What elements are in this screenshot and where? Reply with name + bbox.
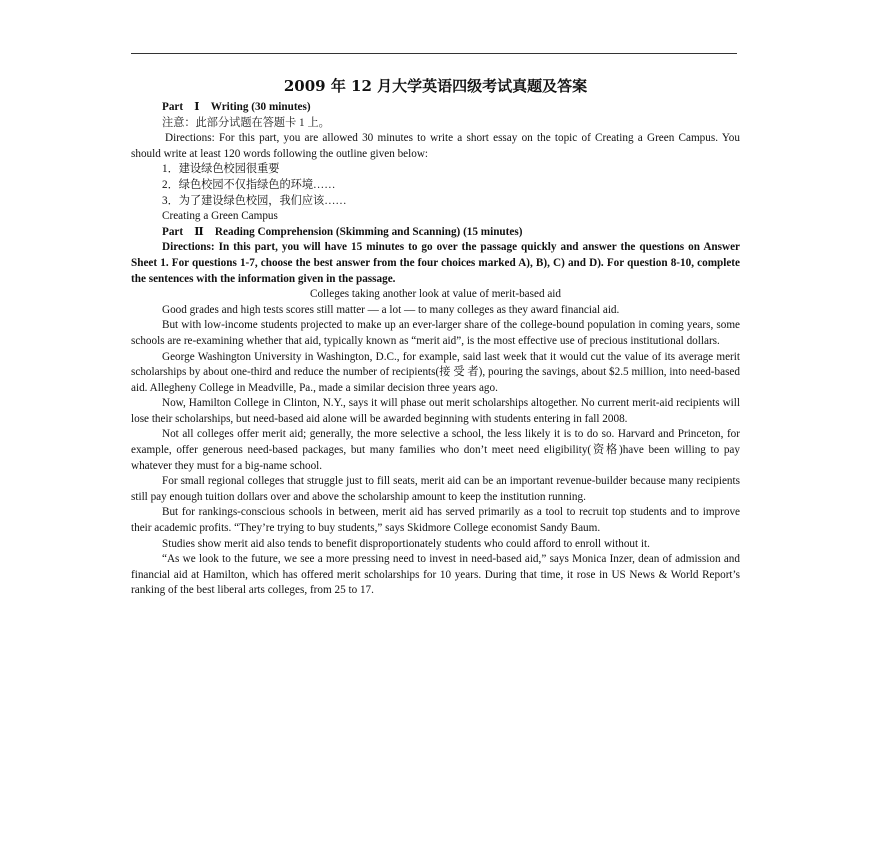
passage-paragraph: But for rankings-conscious schools in between, merit aid has served primarily as a tool to recruit top students and to improve their academic profits. “They’re trying to buy students,” says Skidmore College economist Sandy Baum.: [131, 506, 740, 535]
part2-directions: Directions: In this part, you will have 15 minutes to go over the passage quickly and answer the questions on Answer Sheet 1. For questions 1-7, choose the best answer from the four choices marked A), B), C) and D). For question 8-10, complete the sentences with the information given in the passage.: [131, 241, 740, 285]
passage-paragraph: Good grades and high tests scores still matter — a lot — to many colleges as they award financial aid.: [162, 303, 620, 316]
outline-item-3: 3．为了建设绿色校园，我们应该……: [162, 194, 347, 207]
passage-paragraph: Now, Hamilton College in Clinton, N.Y., says it will phase out merit scholarships altogether. No current merit-aid recipients will lose their scholarships, but need-based aid alone will be awarded beginning with students entering in fall 2008.: [131, 397, 740, 425]
passage-paragraph: But with low-income students projected to make up an ever-larger share of the college-bound population in coming years, some schools are re-examining whether that aid, typically known as “merit aid”, is the most effective use of precious institutional dollars.: [131, 319, 740, 347]
header-rule: [131, 53, 737, 54]
part2-heading: Part Ⅱ Reading Comprehension (Skimming and Scanning) (15 minutes): [162, 225, 523, 238]
essay-title: Creating a Green Campus: [162, 210, 278, 223]
passage-paragraph: For small regional colleges that struggle just to fill seats, merit aid can be an important revenue-builder because many recipients still pay enough tuition dollars over and above the scholarship amount to keep the institution running.: [131, 475, 740, 503]
part1-note: 注意：此部分试题在答题卡 1 上。: [162, 116, 330, 129]
passage-paragraph: Studies show merit aid also tends to benefit disproportionately students who could afford to enroll without it.: [162, 537, 650, 550]
outline-item-1: 1．建设绿色校园很重要: [162, 163, 280, 176]
passage-title: Colleges taking another look at value of merit-based aid: [309, 288, 562, 301]
outline-item-2: 2．绿色校园不仅指绿色的环境……: [162, 178, 336, 191]
passage-paragraph: Not all colleges offer merit aid; generally, the more selective a school, the less likely it is to do so. Harvard and Princeton, for example, offer generous need-based packages, but many families who don’t meet need eligibility(资格)have been willing to pay whatever they must for a big-name school.: [131, 428, 740, 472]
document-title: 2009 年 12 月大学英语四级考试真题及答案: [283, 77, 588, 95]
passage-paragraph: “As we look to the future, we see a more pressing need to invest in need-based aid,” says Monica Inzer, dean of admission and financial aid at Hamilton, which has offered merit scholarships for 10 years. During that time, it rose in US News & World Report’s ranking of the best liberal arts colleges, from 25 to 17.: [131, 553, 740, 597]
document-body: [131, 76, 740, 599]
part1-heading: Part Ⅰ Writing (30 minutes): [162, 101, 311, 113]
passage-paragraph: George Washington University in Washington, D.C., for example, said last week that it would cut the value of its average merit scholarships by about one-third and reduce the number of recipients(接 受 者), pouring the savings, about $2.5 million, into need-based aid. Allegheny College in Meadville, Pa., made a similar decision three years ago.: [131, 350, 740, 394]
part1-directions: Directions: For this part, you are allowed 30 minutes to write a short essay on the topic of Creating a Green Campus. You should write at least 120 words following the outline given below:: [131, 132, 740, 160]
